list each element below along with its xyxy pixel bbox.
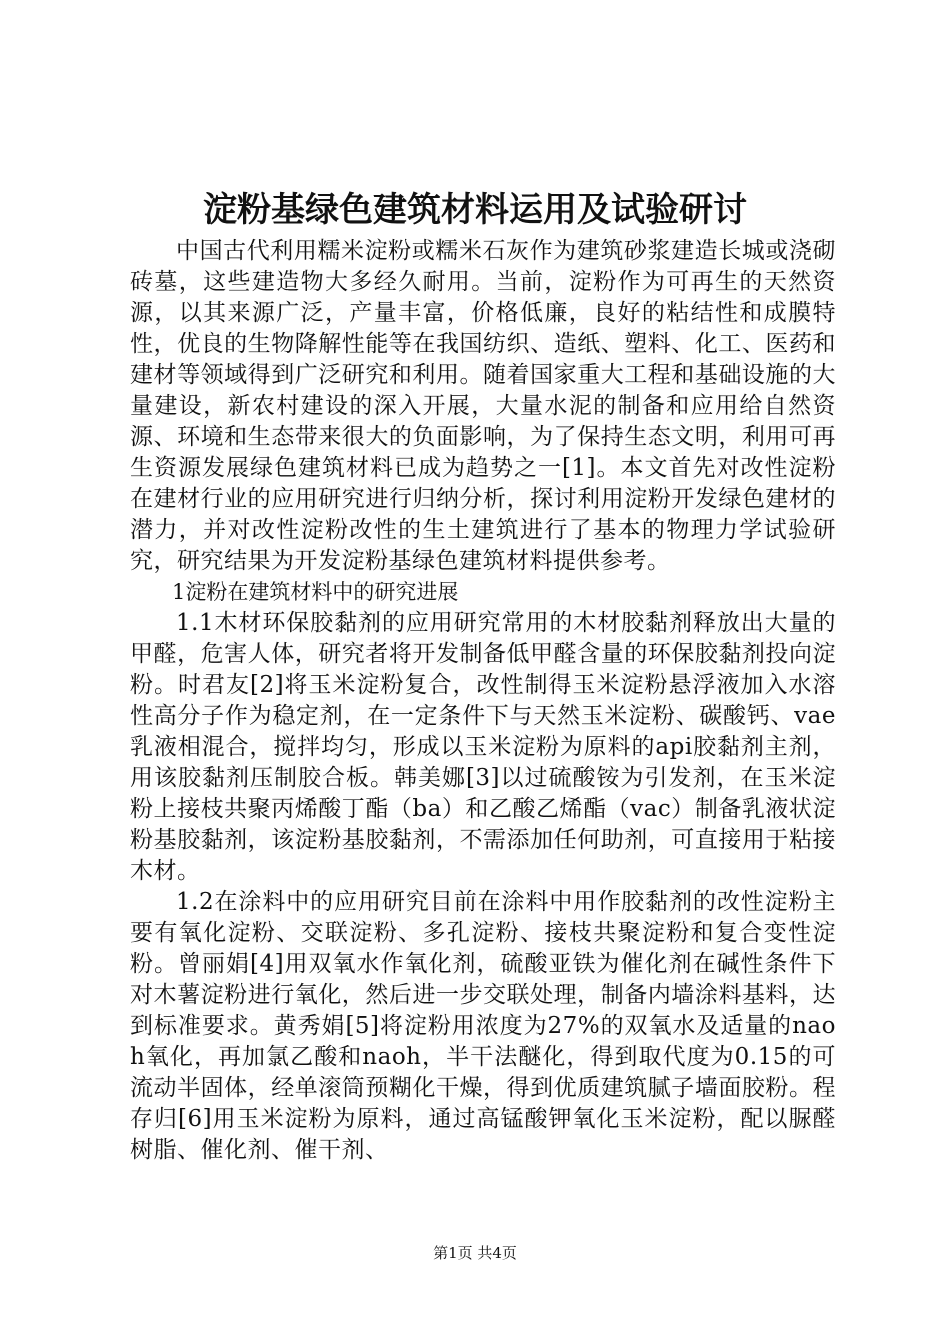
section-1-2-paragraph: 1.2在涂料中的应用研究目前在涂料中用作胶黏剂的改性淀粉主要有氧化淀粉、交联淀粉、多孔淀粉、接枝共聚淀粉和复合变性淀粉。曾丽娟[4]用双氧水作氧化剂，硫酸亚铁为催化剂在碱性条件下对木薯淀粉进行氧化，然后进一步交联处理，制备内墙涂料基料，达到标准要求。黄秀娟[5]将淀粉用浓度为27%的双氧水及适量的naoh氧化，再加氯乙酸和naoh，半干法醚化，得到取代度为0.15的可流动半固体，经单滚筒预糊化干燥，得到优质建筑腻子墙面胶粉。程存归[6]用玉米淀粉为原料，通过高锰酸钾氧化玉米淀粉，配以脲醛树脂、催化剂、催干剂、 xyxy=(130,889,836,1163)
document-body xyxy=(130,236,836,1166)
page-footer: 第1页 共4页 xyxy=(433,1244,517,1262)
section-1-1-paragraph: 1.1木材环保胶黏剂的应用研究常用的木材胶黏剂释放出大量的甲醛，危害人体，研究者将开发制备低甲醛含量的环保胶黏剂投向淀粉。时君友[2]将玉米淀粉复合，改性制得玉米淀粉悬浮液加入水溶性高分子作为稳定剂，在一定条件下与天然玉米淀粉、碳酸钙、vae乳液相混合，搅拌均匀，形成以玉米淀粉为原料的api胶黏剂主剂，用该胶黏剂压制胶合板。韩美娜[3]以过硫酸铵为引发剂，在玉米淀粉上接枝共聚丙烯酸丁酯（ba）和乙酸乙烯酯（vac）制备乳液状淀粉基胶黏剂，该淀粉基胶黏剂，不需添加任何助剂，可直接用于粘接木材。 xyxy=(130,610,836,884)
intro-paragraph: 中国古代利用糯米淀粉或糯米石灰作为建筑砂浆建造长城或浇砌砖墓，这些建造物大多经久耐用。当前，淀粉作为可再生的天然资源，以其来源广泛，产量丰富，价格低廉，良好的粘结性和成膜特性，优良的生物降解性能等在我国纺织、造纸、塑料、化工、医药和建材等领域得到广泛研究和利用。随着国家重大工程和基础设施的大量建设，新农村建设的深入开展，大量水泥的制备和应用给自然资源、环境和生态带来很大的负面影响，为了保持生态文明，利用可再生资源发展绿色建筑材料已成为趋势之一[1]。本文首先对改性淀粉在建材行业的应用研究进行归纳分析，探讨利用淀粉开发绿色建材的潜力，并对改性淀粉改性的生土建筑进行了基本的物理力学试验研究，研究结果为开发淀粉基绿色建筑材料提供参考。 xyxy=(130,238,836,574)
section-heading-1: 1淀粉在建筑材料中的研究进展 xyxy=(172,580,459,604)
document-title: 淀粉基绿色建筑材料运用及试验研讨 xyxy=(203,190,747,230)
